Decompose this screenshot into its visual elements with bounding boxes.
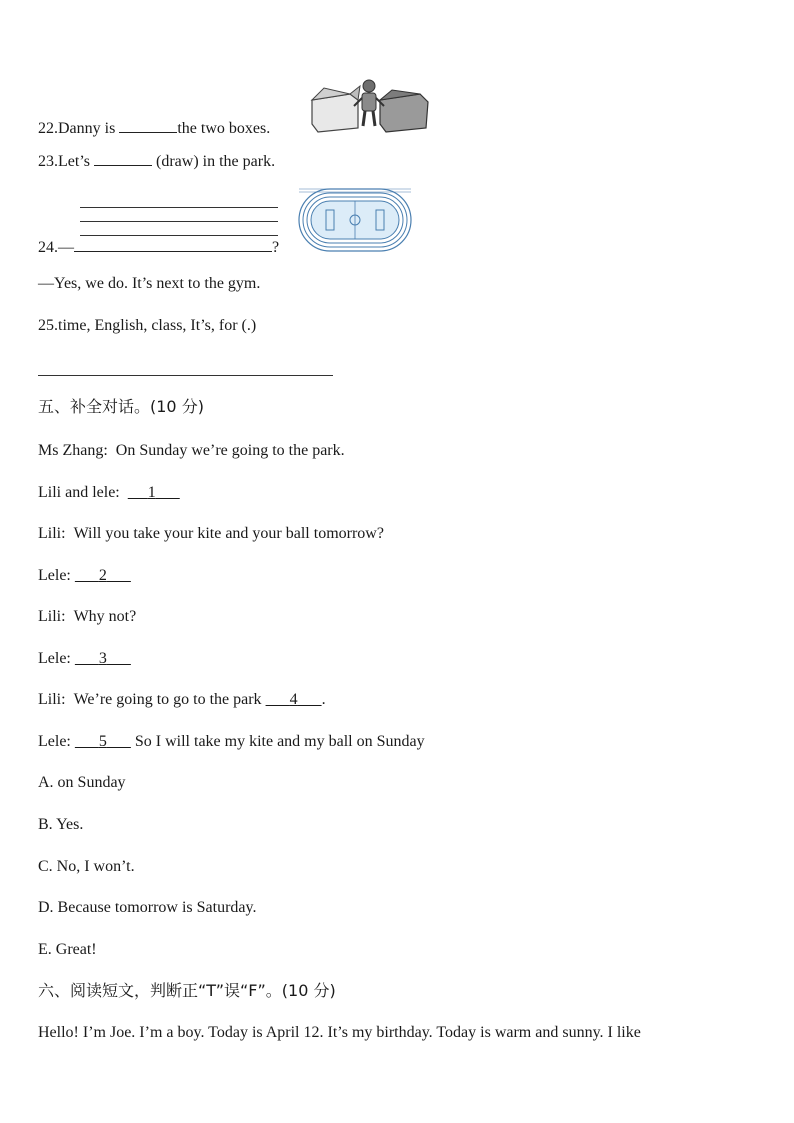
section-5-heading: 五、补全对话。(10 分) [38,397,204,416]
dialogue-line-3 [38,524,384,544]
q22-after: the two boxes. [177,120,271,137]
answer-blank-3[interactable]: 3 [98,650,107,667]
dialogue-text: On Sunday we’re going to the park. [115,442,345,459]
question-22 [38,117,270,139]
answer-blank-5[interactable]: 5 [98,733,107,750]
dialogue-end: . [321,691,326,708]
question-24 [38,236,279,258]
question-23 [38,150,275,172]
option-c: C. No, I won’t. [38,858,135,875]
option-d: D. Because tomorrow is Saturday. [38,899,257,916]
q24-dash: — [58,239,74,256]
speaker: Lili: [38,608,66,625]
answer-blank-1[interactable]: 1 [147,484,156,501]
speaker: Ms Zhang: [38,442,108,459]
q24-number: 24. [38,239,58,256]
reading-passage: Hello! I’m Joe. I’m a boy. Today is April 12. It’s my birthday. Today is warm and sunny. I like [38,1024,641,1041]
q22-blank[interactable] [119,117,177,133]
speaker: Lili: [38,691,66,708]
q24-answer-line-1[interactable] [80,207,278,208]
dialogue-line-4 [38,566,131,586]
q25-number: 25. [38,317,58,334]
speaker: Lili and lele: [38,484,120,501]
section-6-heading: 六、阅读短文，判断正“T”误“F”。(10 分) [38,981,336,1000]
dialogue-text: So I will take my kite and my ball on Sunday [134,733,425,750]
answer-blank-2[interactable]: 2 [98,567,107,584]
dialogue-line-2 [38,483,180,503]
option-e: E. Great! [38,941,97,958]
dialogue-line-5 [38,607,136,627]
q24-answer-line-2[interactable] [80,221,278,222]
q23-before: Let’s [58,153,94,170]
dialogue-text: Why not? [73,608,137,625]
q25-answer-line[interactable] [38,375,333,376]
option-b: B. Yes. [38,816,84,833]
q24-blank[interactable] [74,236,272,252]
q24-reply: —Yes, we do. It’s next to the gym. [38,275,261,292]
dialogue-line-1 [38,441,345,461]
q22-number: 22. [38,120,58,137]
dialogue-text: We’re going to go to the park [73,691,262,708]
speaker: Lele: [38,650,71,667]
q23-number: 23. [38,153,58,170]
running-track-illustration [298,188,412,252]
q23-blank[interactable] [94,150,152,166]
speaker: Lele: [38,567,71,584]
speaker: Lele: [38,733,71,750]
dialogue-text: Will you take your kite and your ball tomorrow? [73,525,384,542]
dialogue-line-6 [38,649,131,669]
q25-words: time, English, class, It’s, for (.) [58,317,257,334]
speaker: Lili: [38,525,66,542]
q22-before: Danny is [58,120,120,137]
option-a: A. on Sunday [38,774,126,791]
q23-after: (draw) in the park. [152,153,276,170]
question-25 [38,316,256,336]
dialogue-line-7 [38,690,326,710]
dialogue-line-8 [38,732,425,752]
answer-blank-4[interactable]: 4 [289,691,298,708]
q24-question-mark: ? [272,239,280,256]
boy-between-boxes-illustration [310,74,430,134]
